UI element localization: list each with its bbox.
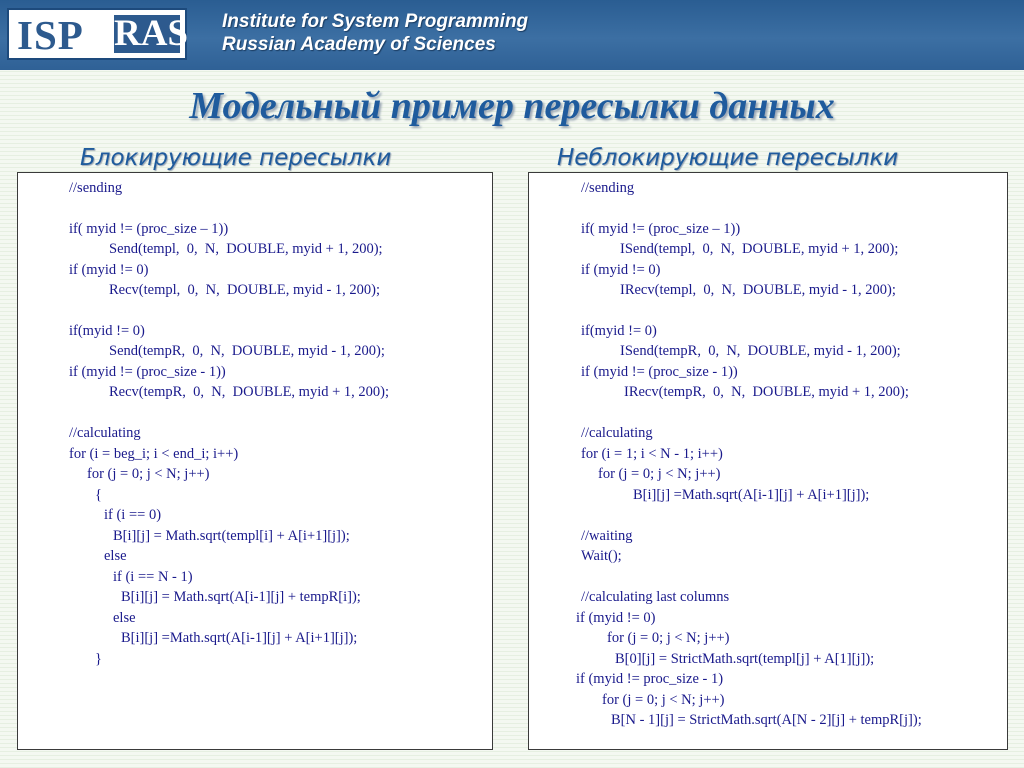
slide-title: Модельный пример пересылки данных <box>189 85 835 127</box>
code-line: if (myid != (proc_size - 1)) <box>581 364 738 380</box>
code-line: if( myid != (proc_size – 1)) <box>69 221 229 237</box>
ispras-logo <box>7 8 187 60</box>
code-line: if (myid != (proc_size - 1)) <box>69 364 226 380</box>
code-line: //waiting <box>581 528 633 544</box>
code-line: Wait(); <box>581 548 622 564</box>
code-line: Recv(tempR, 0, N, DOUBLE, myid + 1, 200); <box>109 384 390 400</box>
code-line: for (i = 1; i < N - 1; i++) <box>581 446 723 462</box>
code-line: IRecv(tempR, 0, N, DOUBLE, myid + 1, 200); <box>624 384 909 400</box>
code-line: for (i = beg_i; i < end_i; i++) <box>69 446 239 462</box>
code-line: for (j = 0; j < N; j++) <box>602 692 725 708</box>
code-line: if( myid != (proc_size – 1)) <box>581 221 741 237</box>
code-line: //sending <box>69 180 123 196</box>
header-banner <box>0 0 1024 70</box>
code-line: B[i][j] =Math.sqrt(A[i-1][j] + A[i+1][j]); <box>121 630 358 646</box>
code-line: ISend(tempR, 0, N, DOUBLE, myid - 1, 200); <box>620 343 901 359</box>
code-line: B[i][j] = Math.sqrt(templ[i] + A[i+1][j]); <box>113 528 350 544</box>
code-line: if (i == N - 1) <box>113 569 193 585</box>
code-line: B[i][j] =Math.sqrt(A[i-1][j] + A[i+1][j]); <box>633 487 870 503</box>
logo-ras-text: RAS <box>114 13 189 54</box>
code-line: if (i == 0) <box>104 507 162 523</box>
code-line: //sending <box>581 180 635 196</box>
code-line: if(myid != 0) <box>581 323 657 339</box>
code-line: } <box>95 651 102 667</box>
code-line: else <box>113 610 136 626</box>
academy-name: Russian Academy of Sciences <box>222 34 496 55</box>
code-line: Recv(templ, 0, N, DOUBLE, myid - 1, 200); <box>109 282 381 298</box>
institute-name: Institute for System Programming <box>222 11 529 32</box>
code-line: if (myid != proc_size - 1) <box>576 671 724 687</box>
code-line: IRecv(templ, 0, N, DOUBLE, myid - 1, 200); <box>620 282 896 298</box>
logo-isp-text: ISP <box>17 12 84 58</box>
left-heading: Блокирующие пересылки <box>80 145 392 171</box>
code-line: if(myid != 0) <box>69 323 145 339</box>
code-line: if (myid != 0) <box>576 610 656 626</box>
code-line: //calculating last columns <box>581 589 730 605</box>
code-line: else <box>104 548 127 564</box>
code-line: Send(tempR, 0, N, DOUBLE, myid - 1, 200); <box>109 343 385 359</box>
code-line: B[N - 1][j] = StrictMath.sqrt(A[N - 2][j] + tempR[j]); <box>611 712 922 728</box>
code-line: if (myid != 0) <box>581 262 661 278</box>
nonblocking-code-panel <box>528 172 1008 750</box>
code-line: //calculating <box>581 425 653 441</box>
code-line: ISend(templ, 0, N, DOUBLE, myid + 1, 200); <box>620 241 899 257</box>
code-line: for (j = 0; j < N; j++) <box>598 466 721 482</box>
code-line: for (j = 0; j < N; j++) <box>87 466 210 482</box>
code-line: B[i][j] = Math.sqrt(A[i-1][j] + tempR[i]); <box>121 589 361 605</box>
code-line: B[0][j] = StrictMath.sqrt(templ[j] + A[1][j]); <box>615 651 875 667</box>
code-line: Send(templ, 0, N, DOUBLE, myid + 1, 200); <box>109 241 383 257</box>
blocking-code-panel <box>17 172 493 750</box>
right-heading: Неблокирующие пересылки <box>557 145 899 171</box>
code-line: //calculating <box>69 425 141 441</box>
code-line: if (myid != 0) <box>69 262 149 278</box>
code-line: for (j = 0; j < N; j++) <box>607 630 730 646</box>
code-line: { <box>95 487 102 503</box>
